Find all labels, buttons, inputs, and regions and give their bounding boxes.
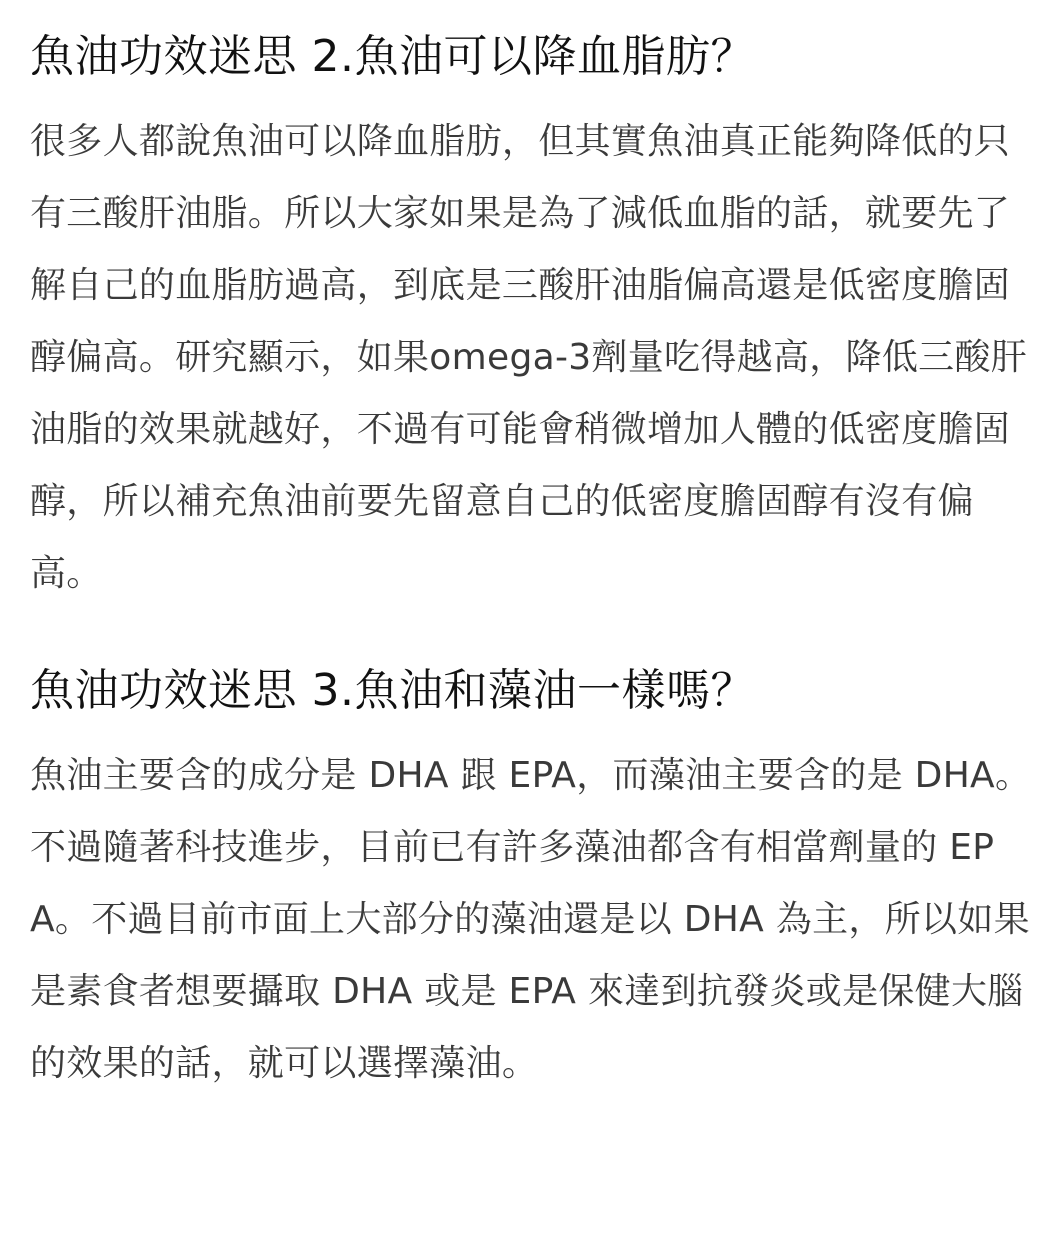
section-paragraph: 很多人都說魚油可以降血脂肪，但其實魚油真正能夠降低的只有三酸肝油脂。所以大家如果是為了減低血脂的話，就要先了解自己的血脂肪過高，到底是三酸肝油脂偏高還是低密度膽固醇偏高。研究顯示，如果omega-3劑量吃得越高，降低三酸肝油脂的效果就越好，不過有可能會稍微增加人體的低密度膽固醇，所以補充魚油前要先留意自己的低密度膽固醇有沒有偏高。: [30, 121, 1028, 594]
myth-section-2: [30, 22, 1033, 610]
section-paragraph: 魚油主要含的成分是 DHA 跟 EPA，而藻油主要含的是 DHA。不過隨著科技進步，目前已有許多藻油都含有相當劑量的 EPA。不過目前市面上大部分的藻油還是以 DHA 為主，所以如果是素食者想要攝取 DHA 或是 EPA 來達到抗發炎或是保健大腦的效果的話，就可以選擇藻油。: [30, 755, 1032, 1084]
myth-section-3: [30, 656, 1033, 1100]
section-heading: 魚油功效迷思 3.魚油和藻油一樣嗎？: [30, 665, 755, 716]
section-heading: 魚油功效迷思 2.魚油可以降血脂肪？: [30, 31, 755, 82]
